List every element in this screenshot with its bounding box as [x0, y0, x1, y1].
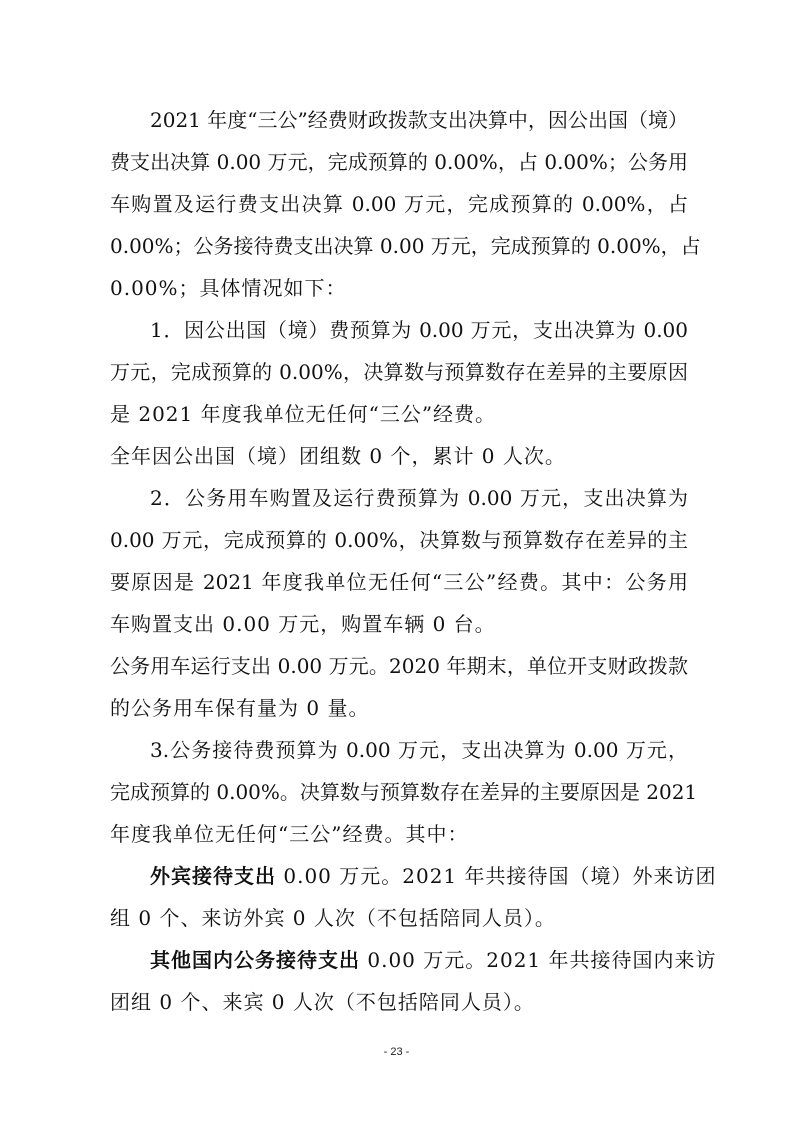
paragraph-line: 要原因是 2021 年度我单位无任何“三公”经费。其中：公务用 — [110, 570, 688, 594]
paragraph-line: 公务用车运行支出 0.00 万元。2020 年期末，单位开支财政拨款 — [110, 654, 688, 678]
paragraph-line: 0.00%；公务接待费支出决算 0.00 万元，完成预算的 0.00%，占 — [110, 234, 701, 258]
paragraph-line: 2021 年度“三公”经费财政拨款支出决算中，因公出国（境） — [150, 108, 688, 132]
bold-lead: 外宾接待支出 — [150, 864, 276, 888]
paragraph-line: 是 2021 年度我单位无任何“三公”经费。 — [110, 402, 497, 426]
line-text: 0.00 万元。2021 年共接待国内来访 — [360, 948, 717, 972]
paragraph-line: 的公务用车保有量为 0 量。 — [110, 696, 370, 720]
paragraph-line: 1．因公出国（境）费预算为 0.00 万元，支出决算为 0.00 — [150, 318, 688, 342]
paragraph-line: 车购置支出 0.00 万元，购置车辆 0 台。 — [110, 612, 496, 636]
paragraph-line: 组 0 个、来访外宾 0 人次（不包括陪同人员）。 — [110, 906, 556, 930]
paragraph-line: 0.00%；具体情况如下： — [110, 276, 347, 300]
paragraph-line: 全年因公出国（境）团组数 0 个，累计 0 人次。 — [110, 444, 566, 468]
paragraph-line: 车购置及运行费支出决算 0.00 万元，完成预算的 0.00%，占 — [110, 192, 688, 216]
paragraph-line — [150, 946, 717, 974]
page-number: - 23 - — [383, 1046, 410, 1058]
bold-lead: 其他国内公务接待支出 — [150, 948, 360, 972]
paragraph-line — [150, 862, 717, 890]
paragraph-line: 2．公务用车购置及运行费预算为 0.00 万元，支出决算为 — [150, 486, 688, 510]
paragraph-line: 完成预算的 0.00%。决算数与预算数存在差异的主要原因是 2021 — [110, 780, 698, 804]
paragraph-line: 年度我单位无任何“三公”经费。其中： — [110, 822, 469, 846]
paragraph-line: 万元，完成预算的 0.00%，决算数与预算数存在差异的主要原因 — [110, 360, 688, 384]
line-text: 0.00 万元。2021 年共接待国（境）外来访团 — [276, 864, 717, 888]
paragraph-line: 费支出决算 0.00 万元，完成预算的 0.00%，占 0.00%；公务用 — [110, 150, 688, 174]
paragraph-line: 0.00 万元，完成预算的 0.00%，决算数与预算数存在差异的主 — [110, 528, 688, 552]
paragraph-line: 团组 0 个、来宾 0 人次（不包括陪同人员）。 — [110, 990, 535, 1014]
paragraph-line: 3.公务接待费预算为 0.00 万元，支出决算为 0.00 万元， — [150, 738, 688, 762]
